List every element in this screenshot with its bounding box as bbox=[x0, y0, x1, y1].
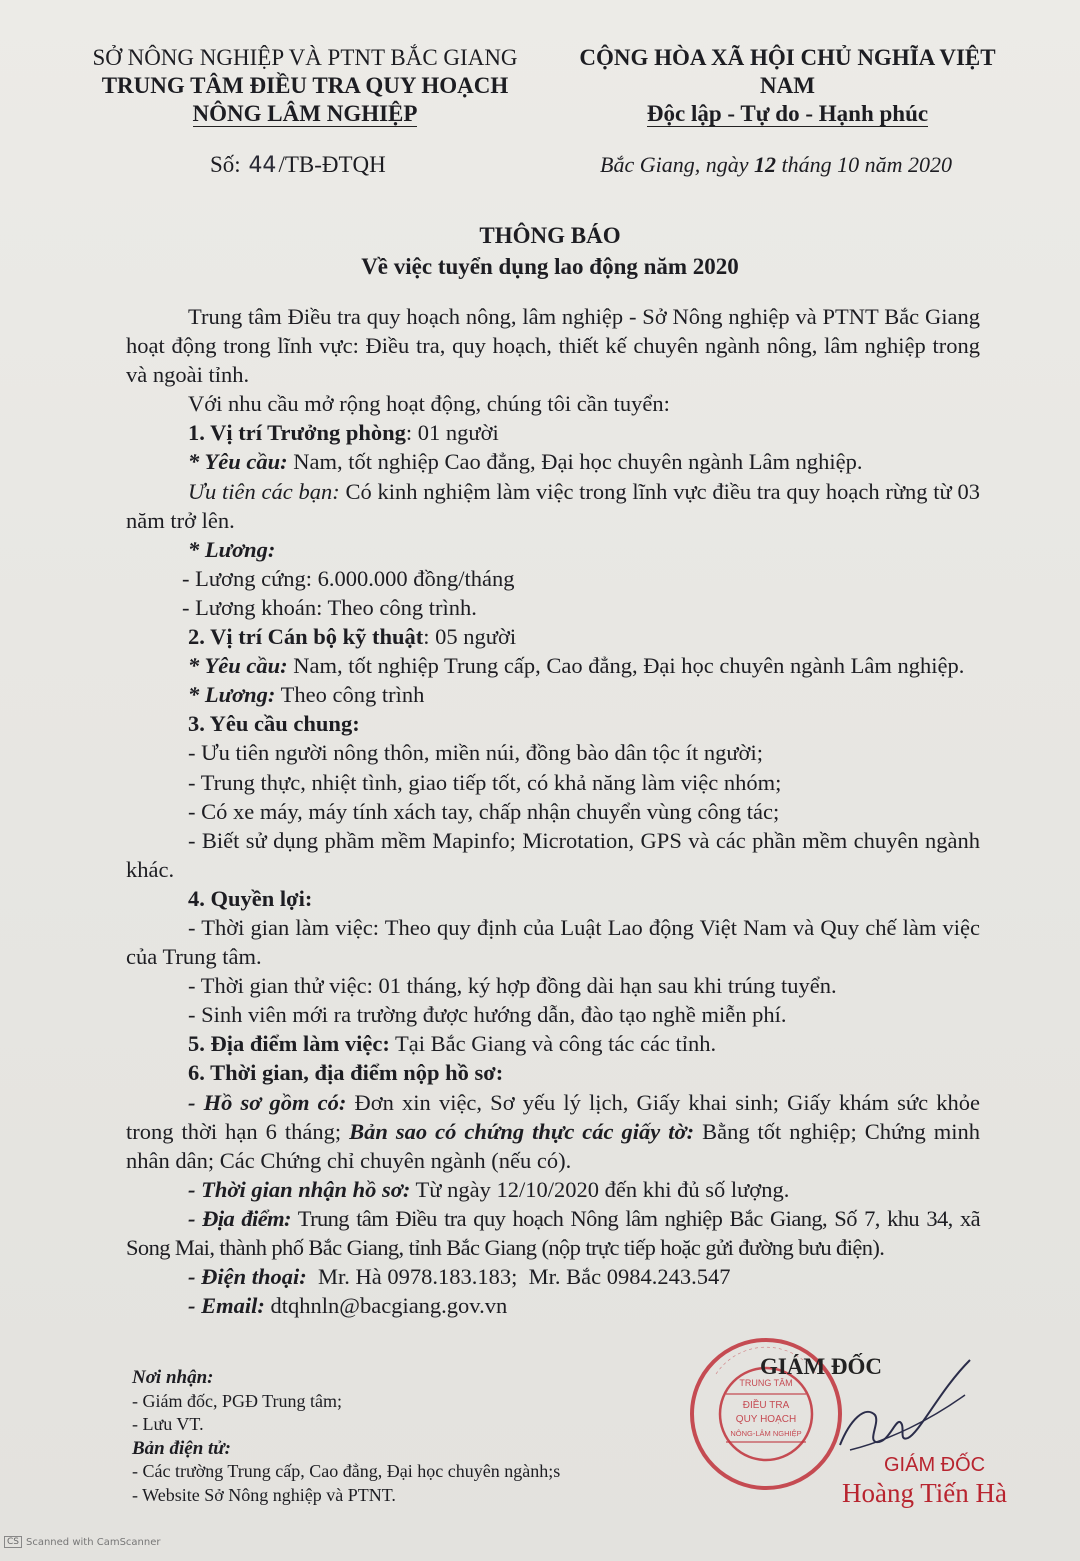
document-body bbox=[126, 302, 980, 1320]
contact-email: - Email: dtqhnln@bacgiang.gov.vn bbox=[188, 1293, 508, 1319]
document-number: Số: 44/TB-ĐTQH bbox=[210, 152, 386, 178]
issuer-center: TRUNG TÂM ĐIỀU TRA QUY HOẠCH bbox=[101, 73, 509, 98]
documents-required: - Hồ sơ gồm có: Đơn xin việc, Sơ yếu lý lịch, Giấy khai sinh; Giấy khám sức khỏe trong thời hạn 6 tháng; Bản sao có chứng thực các giấy tờ: Bằng tốt nghiệp; Chứng minh nhân dân; Các Chứng chỉ chuyên ngành (nếu có). bbox=[126, 1089, 980, 1173]
need-paragraph: Với nhu cầu mở rộng hoạt động, chúng tôi cần tuyển: bbox=[188, 391, 670, 417]
position-1-preference: Ưu tiên các bạn: Có kinh nghiệm làm việc trong lĩnh vực điều tra quy hoạch rừng từ 03 năm trở lên. bbox=[126, 478, 980, 533]
recipient-item: - Lưu VT. bbox=[132, 1414, 204, 1434]
position-1-requirement: * Yêu cầu: Nam, tốt nghiệp Cao đẳng, Đại học chuyên ngành Lâm nghiệp. bbox=[188, 449, 863, 475]
section-3-item: - Ưu tiên người nông thôn, miền núi, đồng bào dân tộc ít người; bbox=[188, 740, 763, 766]
section-4-heading: 4. Quyền lợi: bbox=[188, 885, 313, 911]
svg-text:ĐIỀU TRA: ĐIỀU TRA bbox=[742, 1400, 790, 1411]
position-1-salary-label: * Lương: bbox=[188, 536, 276, 562]
recipients-heading: Nơi nhận: bbox=[132, 1367, 214, 1388]
position-1-salary-contract: - Lương khoán: Theo công trình. bbox=[182, 594, 477, 620]
section-3-item: - Biết sử dụng phầm mềm Mapinfo; Microtation, GPS và các phần mềm chuyên ngành khác. bbox=[126, 827, 980, 882]
section-4-item: - Thời gian thử việc: 01 tháng, ký hợp đồng dài hạn sau khi trúng tuyển. bbox=[188, 973, 837, 999]
document-date: Bắc Giang, ngày 12 tháng 10 năm 2020 bbox=[600, 152, 952, 177]
camscanner-logo: CS bbox=[4, 1536, 22, 1548]
position-2-heading: 2. Vị trí Cán bộ kỹ thuật: 05 người bbox=[188, 624, 517, 650]
document-title bbox=[0, 220, 1080, 282]
section-6-heading: 6. Thời gian, địa điểm nộp hồ sơ: bbox=[188, 1060, 504, 1086]
position-1-salary-fixed: - Lương cứng: 6.000.000 đồng/tháng bbox=[182, 565, 515, 591]
electronic-heading: Bản điện tử: bbox=[132, 1437, 232, 1459]
submission-period: - Thời gian nhận hồ sơ: Từ ngày 12/10/2020 đến khi đủ số lượng. bbox=[188, 1176, 790, 1202]
signer-role-stamp: GIÁM ĐỐC bbox=[884, 1454, 986, 1476]
national-title: CỘNG HÒA XÃ HỘI CHỦ NGHĨA VIỆT NAM bbox=[579, 45, 996, 98]
issuer-header bbox=[60, 44, 550, 128]
intro-paragraph: Trung tâm Điều tra quy hoạch nông, lâm nghiệp - Sở Nông nghiệp và PTNT Bắc Giang hoạt động trong lĩnh vực: Điều tra, quy hoạch, thiết kế chuyên ngành nông, lâm nghiệp trong và ngoài tỉnh. bbox=[126, 304, 980, 388]
handwritten-signature bbox=[780, 1350, 980, 1470]
submission-address: - Địa điểm: Trung tâm Điều tra quy hoạch Nông lâm nghiệp Bắc Giang, Số 7, khu 34, xã Song Mai, thành phố Bắc Giang, tỉnh Bắc Giang (nộp trực tiếp hoặc gửi đường bưu điện). bbox=[126, 1205, 980, 1260]
electronic-recipient-item: - Các trường Trung cấp, Cao đẳng, Đại học chuyên ngành;s bbox=[132, 1461, 561, 1481]
handwritten-number: 44 bbox=[248, 153, 277, 178]
position-2-requirement: * Yêu cầu: Nam, tốt nghiệp Trung cấp, Cao đẳng, Đại học chuyên ngành Lâm nghiệp. bbox=[188, 653, 965, 679]
electronic-recipient-item: - Website Sở Nông nghiệp và PTNT. bbox=[132, 1484, 396, 1505]
svg-text:QUY HOẠCH: QUY HOẠCH bbox=[735, 1414, 797, 1425]
section-3-heading: 3. Yêu cầu chung: bbox=[188, 711, 360, 737]
recipient-item: - Giám đốc, PGĐ Trung tâm; bbox=[132, 1390, 343, 1411]
section-5: 5. Địa điểm làm việc: Tại Bắc Giang và công tác các tỉnh. bbox=[188, 1031, 717, 1057]
section-3-item: - Trung thực, nhiệt tình, giao tiếp tốt, có khả năng làm việc nhóm; bbox=[188, 769, 782, 795]
contact-phone: - Điện thoại: Mr. Hà 0978.183.183; Mr. Bắc 0984.243.547 bbox=[188, 1264, 731, 1290]
section-3-item: - Có xe máy, máy tính xách tay, chấp nhận chuyển vùng công tác; bbox=[188, 798, 780, 824]
svg-text:TRUNG TÂM: TRUNG TÂM bbox=[739, 1378, 793, 1388]
section-4-item: - Thời gian làm việc: Theo quy định của Luật Lao động Việt Nam và Quy chế làm việc của Trung tâm. bbox=[126, 914, 980, 970]
position-2-salary: * Lương: Theo công trình bbox=[188, 682, 425, 708]
recipients-block bbox=[132, 1366, 652, 1507]
issuer-department: SỞ NÔNG NGHIỆP VÀ PTNT BẮC GIANG bbox=[92, 45, 518, 70]
national-header bbox=[550, 44, 1025, 128]
issuer-center-line2: NÔNG LÂM NGHIỆP bbox=[192, 101, 418, 126]
camscanner-watermark bbox=[4, 1536, 161, 1548]
svg-text:NÔNG-LÂM NGHIỆP: NÔNG-LÂM NGHIỆP bbox=[730, 1429, 802, 1438]
signer-name: Hoàng Tiến Hà bbox=[842, 1478, 1008, 1508]
position-1-heading: 1. Vị trí Trưởng phòng: 01 người bbox=[188, 420, 499, 446]
section-4-item: - Sinh viên mới ra trường được hướng dẫn, đào tạo nghề miễn phí. bbox=[188, 1002, 787, 1028]
title-subject: Về việc tuyển dụng lao động năm 2020 bbox=[361, 254, 739, 279]
camscanner-text: Scanned with CamScanner bbox=[26, 1536, 161, 1548]
signer-title: GIÁM ĐỐC bbox=[760, 1354, 883, 1379]
title-main: THÔNG BÁO bbox=[479, 223, 621, 248]
national-motto: Độc lập - Tự do - Hạnh phúc bbox=[646, 101, 929, 126]
